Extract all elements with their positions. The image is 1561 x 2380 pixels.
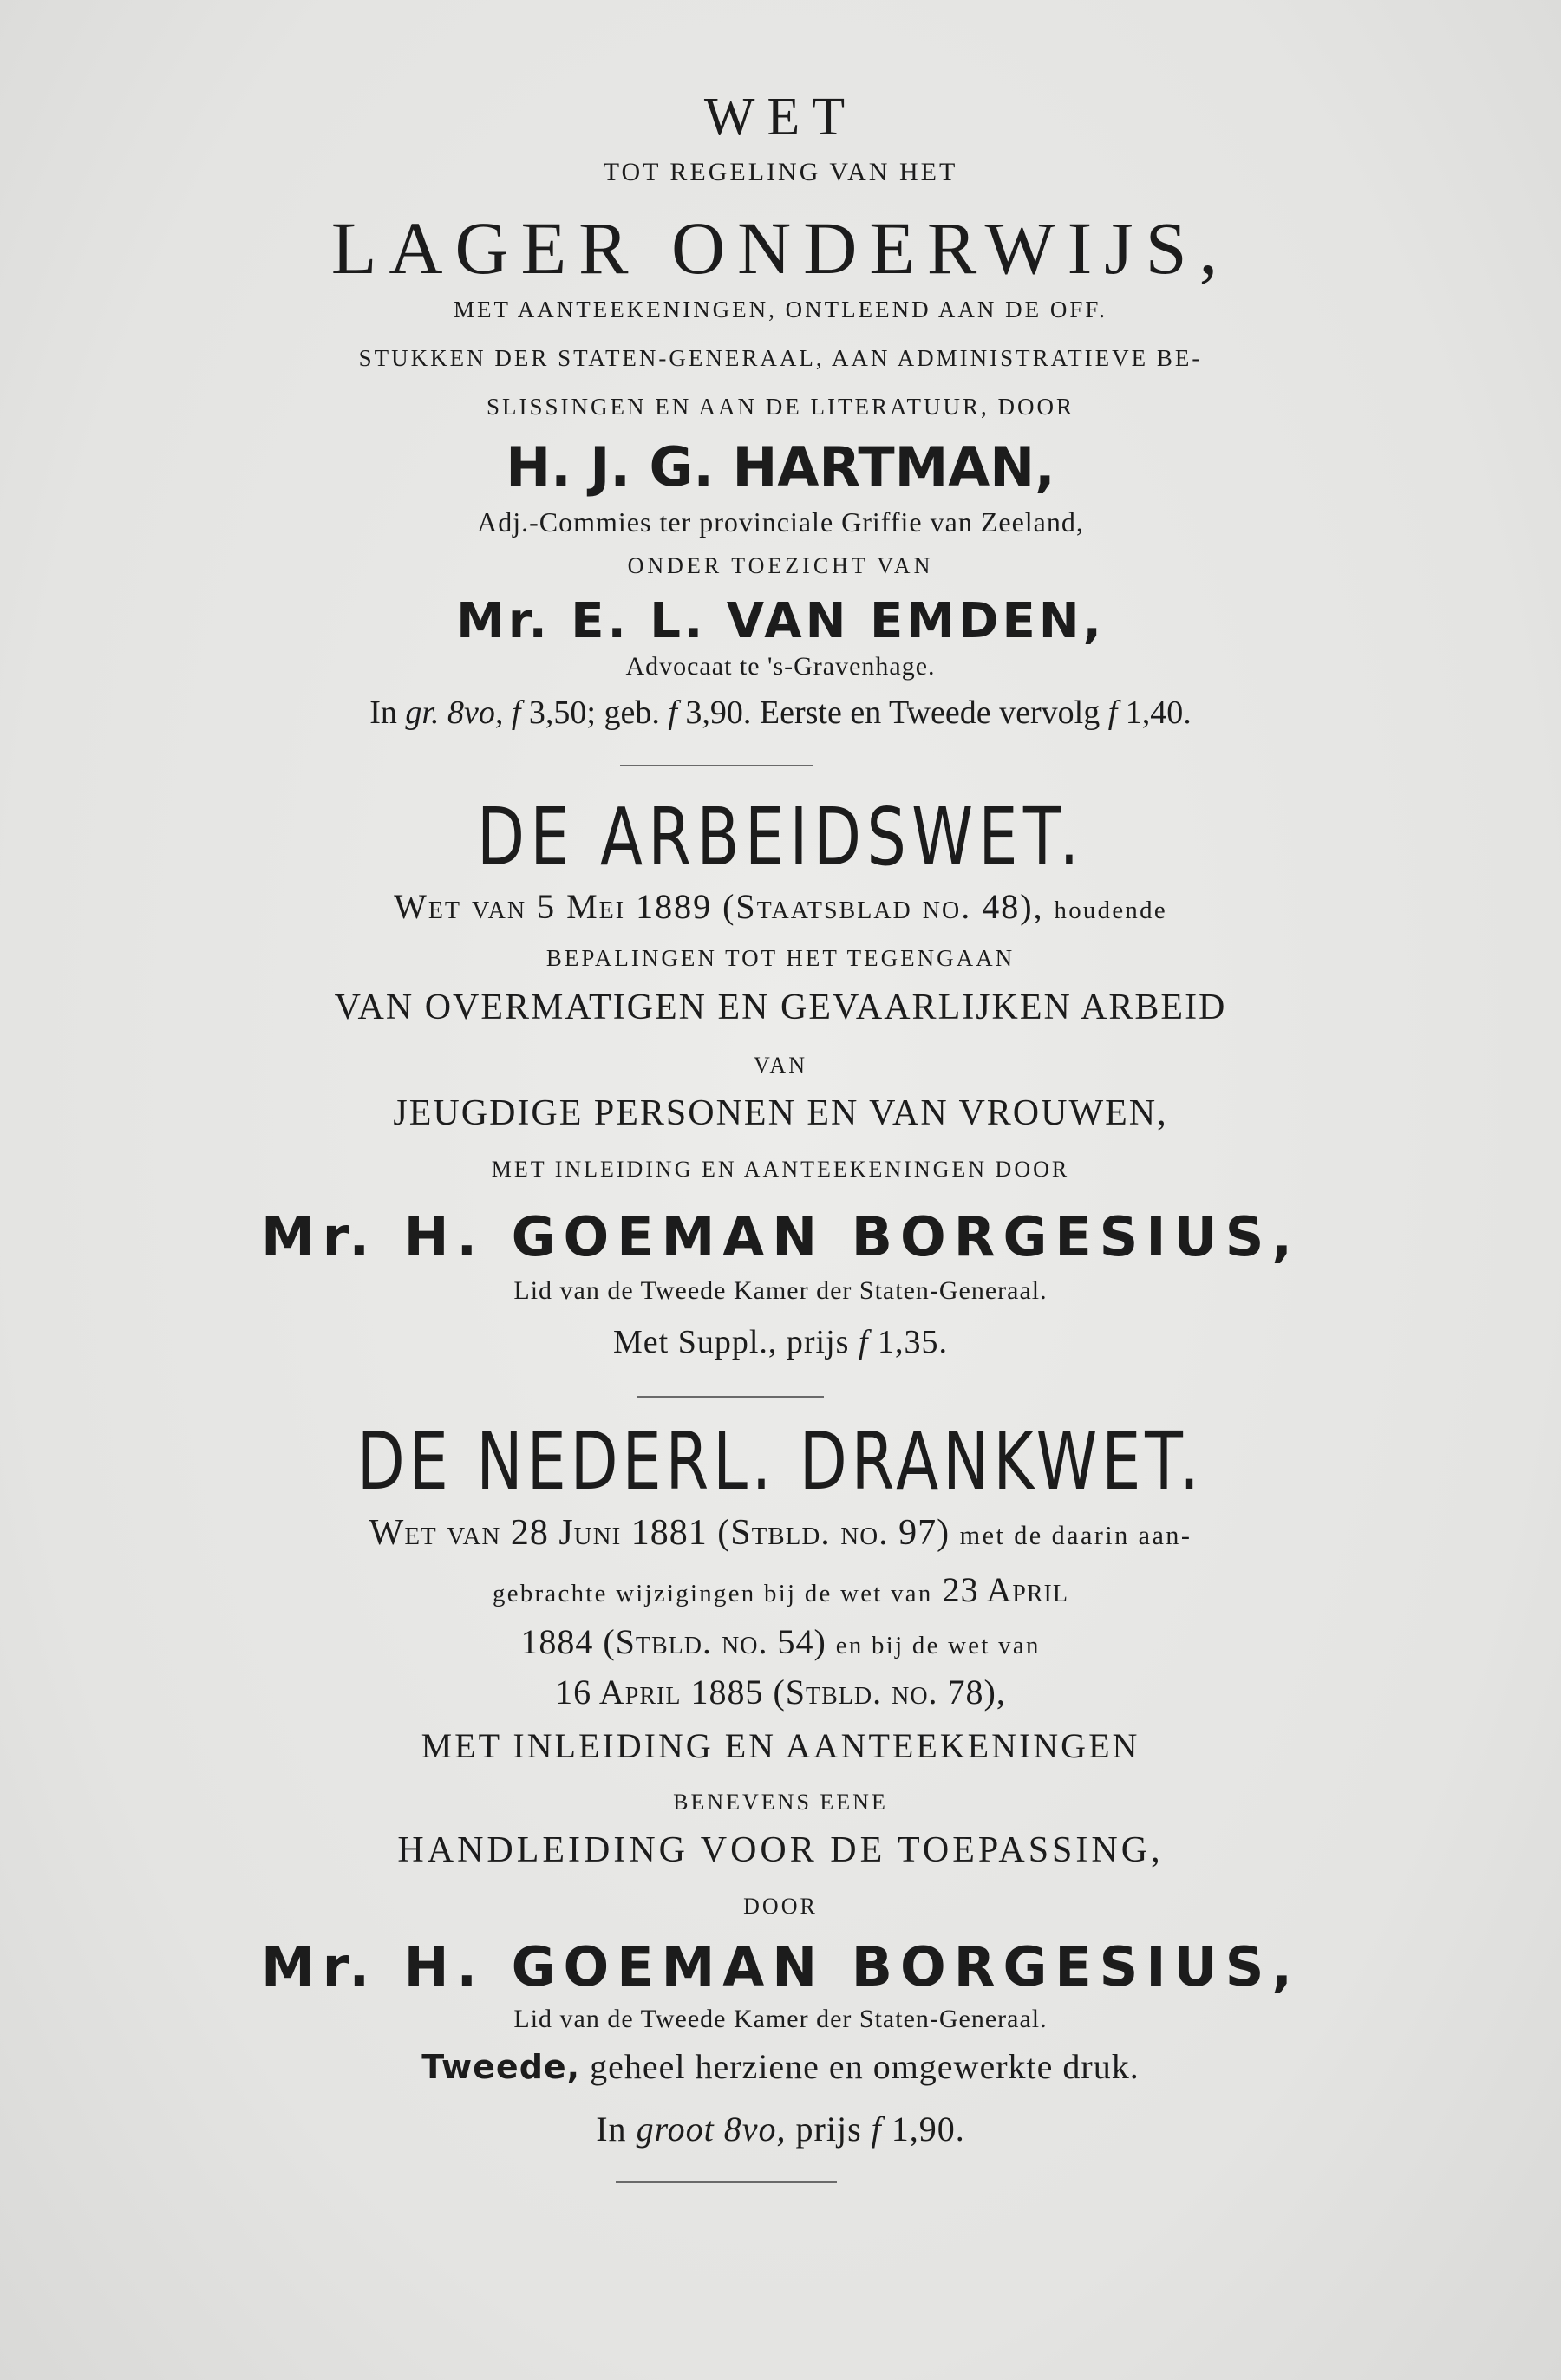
ad3-edition-bold: Tweede, xyxy=(421,2048,581,2086)
ad1-title: WET xyxy=(703,88,858,147)
ad1-supervision: ONDER TOEZICHT VAN xyxy=(627,553,934,578)
ad2-author-name: H. GOEMAN BORGESIUS, xyxy=(403,1205,1300,1268)
ad1-price-currency3: f xyxy=(1107,694,1118,731)
ad3-author-name: H. GOEMAN BORGESIUS, xyxy=(403,1935,1300,1999)
ad2-price xyxy=(0,1323,1561,1361)
ad3-price-currency: f xyxy=(871,2109,882,2149)
ad3-price-label: prijs xyxy=(795,2109,862,2149)
ad2-line1-houdende: houdende xyxy=(1054,897,1167,924)
ad3-title xyxy=(0,1415,1561,1508)
divider-1 xyxy=(620,765,813,766)
divider-3 xyxy=(616,2181,837,2183)
ad3-line6: BENEVENS EENE xyxy=(673,1790,888,1815)
ad3-line3 xyxy=(0,1621,1561,1662)
ad1-price-amount3: 1,40. xyxy=(1125,694,1192,731)
ad3-author-prefix: Mr. xyxy=(261,1935,378,1999)
divider-2 xyxy=(637,1396,824,1398)
ad2-title-text: DE ARBEIDSWET. xyxy=(476,791,1085,884)
ad2-line3: VAN OVERMATIGEN EN GEVAARLIJKEN ARBEID xyxy=(334,988,1227,1027)
ad1-main-title: LAGER ONDERWIJS, xyxy=(330,206,1231,290)
ad1-desc-line1: MET AANTEEKENINGEN, ONTLEEND AAN DE OFF. xyxy=(453,297,1108,323)
ad3-price xyxy=(0,2109,1561,2149)
ad2-price-text: Met Suppl., prijs xyxy=(612,1324,850,1360)
ad3-price-format: groot 8vo, xyxy=(636,2109,787,2149)
ad3-line1-text: Wet van 28 Juni 1881 (Stbld. no. 97) xyxy=(369,1513,950,1553)
ad3-line7: HANDLEIDING VOOR DE TOEPASSING, xyxy=(397,1830,1164,1870)
ad2-line2: BEPALINGEN TOT HET TEGENGAAN xyxy=(545,945,1016,971)
ad3-author-role: Lid van de Tweede Kamer der Staten-Generaal. xyxy=(513,2005,1048,2033)
ad2-line1 xyxy=(0,886,1561,927)
ad2-author-role: Lid van de Tweede Kamer der Staten-Generaal. xyxy=(513,1276,1048,1305)
ad3-line4: 16 April 1885 (Stbld. no. 78), xyxy=(555,1673,1006,1712)
ad1-supervisor-prefix: Mr. xyxy=(456,593,551,649)
ad3-price-amount: 1,90. xyxy=(891,2109,965,2149)
ad1-author-role: Adj.-Commies ter provinciale Griffie van Zeeland, xyxy=(477,506,1084,538)
ad1-price-currency2: f xyxy=(668,694,677,731)
ad1-price-in: In xyxy=(369,694,397,731)
ad1-price xyxy=(0,694,1561,732)
ad1-price-amount2: 3,90. Eerste en Tweede vervolg xyxy=(685,694,1101,731)
ad3-line1 xyxy=(0,1512,1561,1554)
ad1-author: H. J. G. HARTMAN, xyxy=(506,435,1055,499)
ad3-line2 xyxy=(0,1569,1561,1610)
ad3-line5: MET INLEIDING EN AANTEEKENINGEN xyxy=(421,1726,1140,1765)
ad1-price-currency1: f xyxy=(511,694,521,731)
ad3-line2-text: gebrachte wijzigingen bij de wet van xyxy=(493,1580,933,1607)
ad1-supervisor-role: Advocaat te 's-Gravenhage. xyxy=(625,652,936,681)
ad2-author-prefix: Mr. xyxy=(261,1205,378,1268)
ad3-edition xyxy=(0,2046,1561,2087)
ad3-line1-tail: met de daarin aan- xyxy=(959,1521,1192,1550)
ad3-edition-text: geheel herziene en omgewerkte druk. xyxy=(590,2047,1140,2086)
ad2-author xyxy=(0,1205,1561,1268)
ad3-line2-date: 23 April xyxy=(942,1570,1068,1609)
ad1-supervisor xyxy=(0,593,1561,649)
ad3-author xyxy=(0,1935,1561,1999)
ad2-price-currency: f xyxy=(858,1324,869,1360)
ad1-desc-line2: STUKKEN DER STATEN-GENERAAL, AAN ADMINISTRATIEVE BE- xyxy=(358,345,1203,371)
ad1-supervisor-name: E. L. VAN EMDEN, xyxy=(571,593,1105,649)
ad3-title-text: DE NEDERL. DRANKWET. xyxy=(357,1415,1204,1508)
ad2-line5: JEUGDIGE PERSONEN EN VAN VROUWEN, xyxy=(393,1093,1168,1133)
ad2-title xyxy=(0,791,1561,884)
ad1-subtitle: TOT REGELING VAN HET xyxy=(603,158,958,186)
ad3-line3-text: 1884 (Stbld. no. 54) xyxy=(520,1622,826,1661)
ad3-price-in: In xyxy=(596,2109,627,2149)
ad1-price-format: gr. 8vo, xyxy=(405,694,504,731)
ad3-line3-tail: en bij de wet van xyxy=(835,1632,1041,1659)
ad1-price-amount1: 3,50; geb. xyxy=(528,694,660,731)
ad2-line6: MET INLEIDING EN AANTEEKENINGEN DOOR xyxy=(491,1157,1070,1182)
ad1-desc-line3: SLISSINGEN EN AAN DE LITERATUUR, DOOR xyxy=(487,394,1074,420)
ad2-line1-text: Wet van 5 Mei 1889 (Staatsblad no. 48), xyxy=(394,887,1044,926)
ad2-price-amount: 1,35. xyxy=(878,1324,949,1360)
ad3-line8: DOOR xyxy=(743,1894,818,1919)
ad2-line4: VAN xyxy=(754,1053,807,1078)
